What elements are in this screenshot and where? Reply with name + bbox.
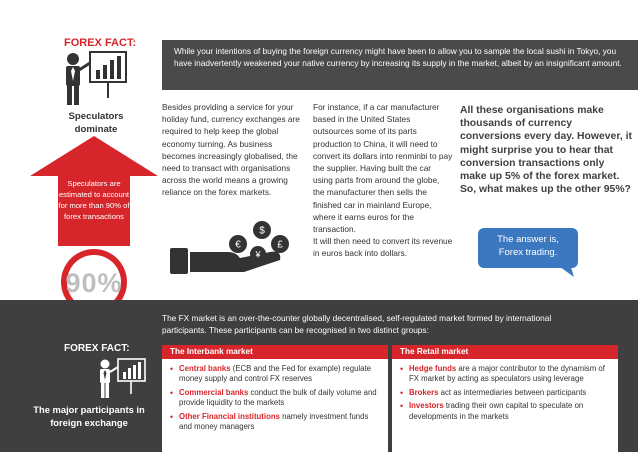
list-item: • Other Financial institutions namely investment funds and money managers bbox=[170, 412, 382, 433]
retail-list bbox=[392, 359, 618, 422]
column-2-paragraph-2: It will then need to convert its revenue in euros back into dollars. bbox=[313, 236, 453, 259]
list-item: • Brokers act as intermediaries between participants bbox=[400, 388, 612, 398]
bubble-line-2: Forex trading. bbox=[498, 246, 558, 258]
presenter-chart-icon bbox=[60, 48, 132, 108]
interbank-list bbox=[162, 359, 388, 432]
bubble-line-1: The answer is, bbox=[497, 234, 559, 245]
forex-fact-title-1: FOREX FACT: bbox=[64, 37, 137, 49]
caption-line-1: Speculators bbox=[68, 111, 124, 122]
svg-text:¥: ¥ bbox=[255, 249, 261, 260]
list-item: • Central banks (ECB and the Fed for example) regulate money supply and control FX reserves bbox=[170, 364, 382, 385]
column-2-paragraph-1: For instance, if a car manufacturer based in the United States outsources some of its parts production to China, it will need to convert its dollars into renminbi to pay the supplier. Having built the car using parts from around the globe, the manufacturer then sells the finished car in mainland Europe, where it earns euros for the transaction. bbox=[313, 102, 453, 235]
percent-90: 90% bbox=[65, 268, 123, 298]
participants-caption: The major participants in foreign exchange bbox=[33, 404, 145, 428]
list-item: • Commercial banks conduct the bulk of daily volume and provide liquidity to the markets bbox=[170, 388, 382, 409]
column-1-text: Besides providing a service for your holiday fund, currency exchanges are required to help keep the global economy turning. As business becomes increasingly globalised, the need to transact with organisations across the world means a growing reliance on the forex markets. bbox=[162, 102, 300, 198]
interbank-title: The Interbank market bbox=[162, 345, 388, 359]
svg-text:£: £ bbox=[277, 239, 283, 251]
answer-bubble bbox=[478, 228, 578, 268]
arrow-text: Speculators are estimated to account for more than 90% of forex transactions bbox=[58, 179, 130, 221]
list-item: • Investors trading their own capital to speculate on developments in the markets bbox=[400, 401, 612, 422]
interbank-panel bbox=[162, 345, 388, 452]
bubble-tail bbox=[556, 264, 576, 278]
intro-banner bbox=[162, 40, 638, 90]
speculators-caption bbox=[52, 110, 140, 136]
intro-banner-text: While your intentions of buying the foreign currency might have been to allow you to sample the local sushi in Tokyo, you have inadvertently weakened your native currency by increasing its supply in the market, albeit by an insignificant amount. bbox=[174, 46, 622, 69]
bottom-intro-text: The FX market is an over-the-counter globally decentralised, self-regulated market formed by international participants. These participants can be recognised in two distinct groups: bbox=[162, 313, 552, 336]
forex-fact-title-2: FOREX FACT: bbox=[64, 343, 130, 354]
euro-coin-icon bbox=[229, 235, 247, 253]
presenter-chart-icon-2 bbox=[96, 356, 148, 400]
column-2 bbox=[313, 101, 453, 260]
retail-title: The Retail market bbox=[392, 345, 618, 359]
svg-text:$: $ bbox=[259, 225, 265, 237]
list-item: • Hedge funds are a major contributor to the dynamism of FX market by acting as speculators using leverage bbox=[400, 364, 612, 385]
retail-panel bbox=[392, 345, 618, 452]
caption-line-2: dominate bbox=[74, 124, 118, 135]
pound-coin-icon bbox=[271, 235, 289, 253]
yen-coin-icon bbox=[250, 246, 266, 262]
dollar-coin-icon bbox=[253, 221, 271, 239]
column-3-highlight: All these organisations make thousands of currency conversions every day. However, it might surprise you to hear that conversion transactions only make up 5% of the forex market. So, what makes up the other 95%? bbox=[460, 105, 632, 196]
hand-coins-illustration bbox=[170, 218, 310, 278]
svg-text:€: € bbox=[235, 239, 241, 251]
